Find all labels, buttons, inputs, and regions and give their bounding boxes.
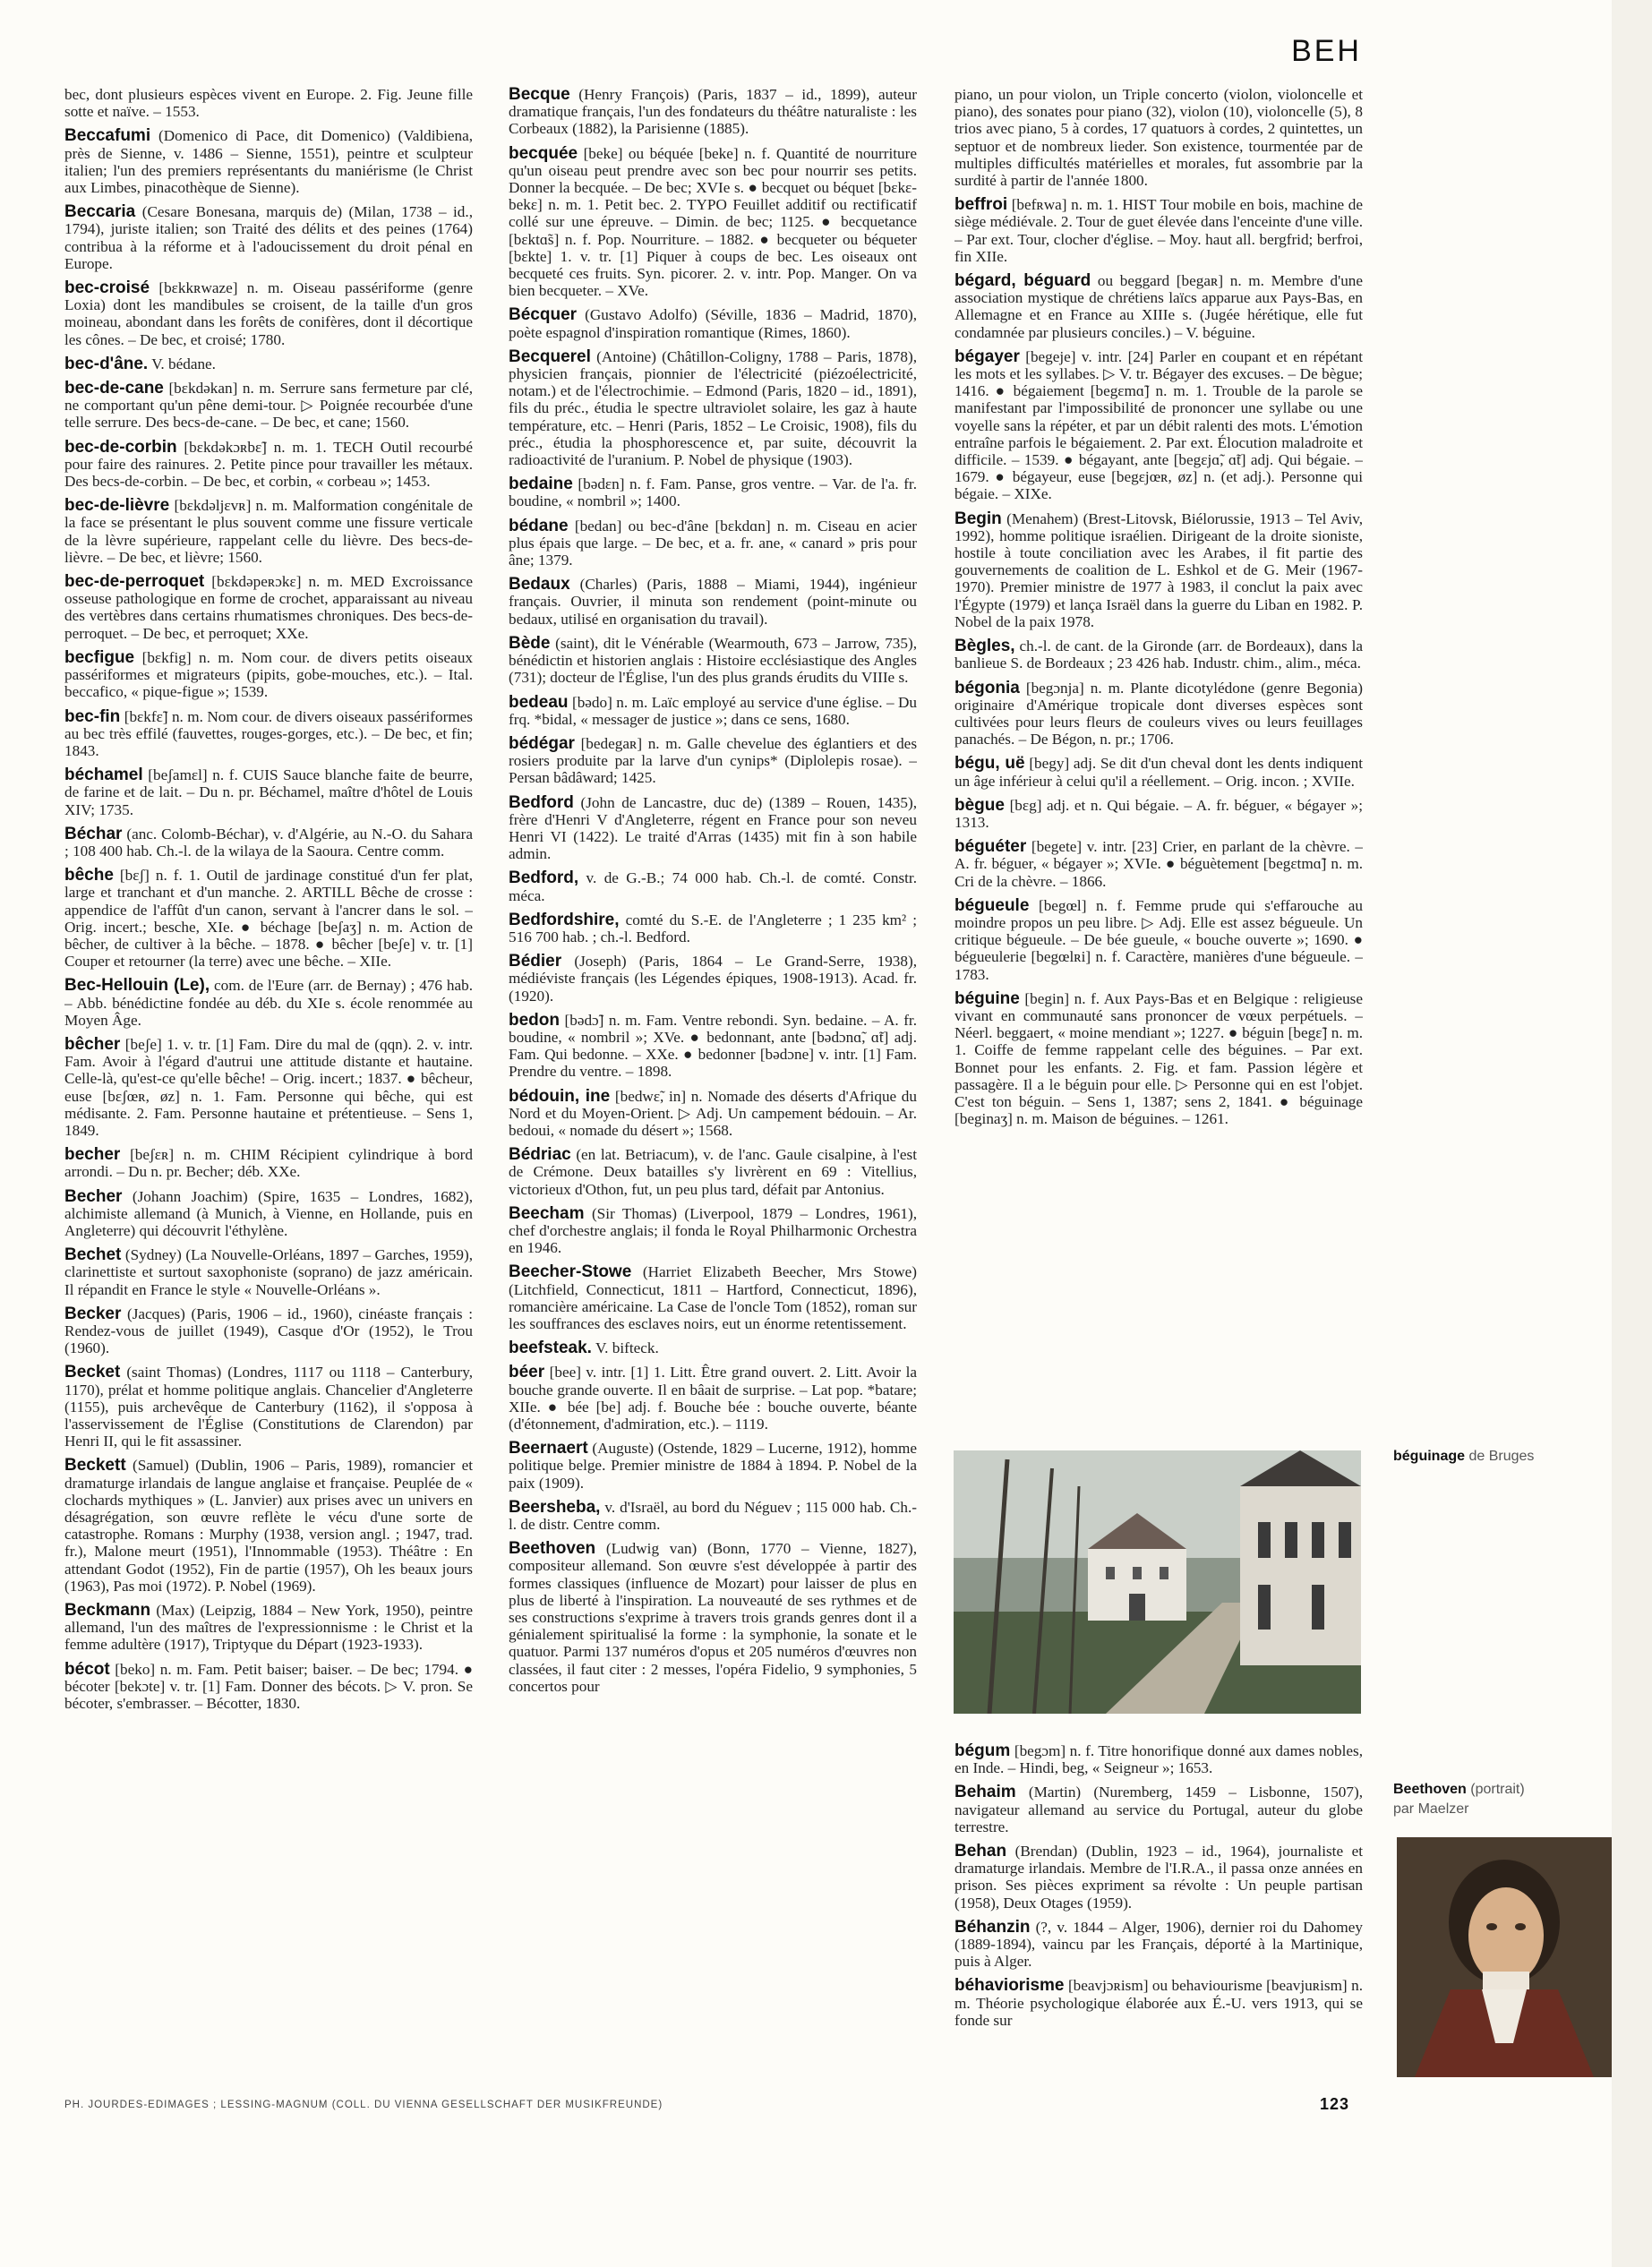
entry-definition: V. bédane. [151, 355, 216, 372]
dictionary-entry [64, 708, 473, 760]
beethoven-caption-title: Beethoven [1393, 1782, 1467, 1797]
entry-definition: ou beggard [begaʀ] n. m. Membre d'une association mystique de chrétiens laïcs apparue aux Pays-Bas, en Allemagne et en France au XIIIe s. (Jugée hérétique, elle fut condamnée par plusieurs conciles.) – V. béguine. [954, 272, 1363, 341]
dictionary-entry [954, 1742, 1363, 1776]
entry-definition: (John de Lancastre, duc de) (1389 – Rouen, 1435), frère d'Henri V d'Angleterre, régent en France pour son neveu Henri VI (1422). Le traité d'Arras (1435) mit fin à son habile admin. [509, 793, 917, 863]
entry-headword: Behan [954, 1842, 1007, 1861]
dictionary-entry [64, 977, 473, 1029]
entry-definition: [beke] ou béquée [beke] n. f. Quantité de nourriture qu'un oiseau peut prendre avec son bec pour nourrir ses petits. Donner la becquée. – De bec; XVIe s. ● becquet ou béquet [bɛkɛ-bekɛ] n. m. 1. Petit bec. 2. TYPO Feuillet additif ou rectificatif collé sur une épreuve. – Dimin. de bec; 1125. ● becquetance [bɛktɑ̃s] n. f. Pop. Nourriture. – 1882. ● becqueter ou béqueter [bɛkte] 1. v. tr. [1] Piquer à coups de bec. Les oiseaux ont becqueté ces fruits. Syn. picorer. 2. v. intr. Pop. Manger. On va bien becqueter. – XVe. [509, 144, 917, 300]
column-3 [954, 86, 1363, 2083]
dictionary-entry [954, 86, 1363, 189]
dictionary-entry [509, 1146, 917, 1198]
entry-definition: [beʃamɛl] n. f. CUIS Sauce blanche faite de beurre, de farine et de lait. – Du n. pr. Béchamel, maître d'hôtel de Louis XIV; 1735. [64, 766, 473, 818]
entry-definition: [begy] adj. Se dit d'un cheval dont les dents indiquent un âge inférieur à celui qu'il a réellement. – Orig. incon. ; XVIIe. [954, 755, 1363, 790]
entry-definition: [beʃɛʀ] n. m. CHIM Récipient cylindrique à bord arrondi. – Du n. pr. Becher; déb. XXe. [64, 1146, 473, 1181]
dictionary-entry [64, 1305, 473, 1357]
entry-definition: [bee] v. intr. [1] 1. Litt. Être grand ouvert. 2. Litt. Avoir la bouche grande ouverte. Il en bâait de surprise. – Lat pop. *batare; XIIe. ● bée [be] adj. f. Bouche bée : bouche ouverte, béante (d'étonnement, d'admiration, etc.). – 1119. [509, 1364, 917, 1433]
entry-definition: v. de G.-B.; 74 000 hab. Ch.-l. de comté. Constr. méca. [509, 869, 917, 904]
entry-headword: bégum [954, 1741, 1011, 1760]
entry-headword: bec-de-cane [64, 379, 164, 398]
entry-headword: Bedaux [509, 575, 570, 595]
entry-headword: bec-fin [64, 706, 121, 726]
entry-definition: [bedan] ou bec-d'âne [bɛkdɑn] n. m. Ciseau en acier plus épais que large. – De bec, et a. fr. ane, « canard » pris pour âne; 1379. [509, 517, 917, 569]
dictionary-entry [509, 86, 917, 138]
entry-headword: bègue [954, 795, 1005, 815]
entry-headword: Beckett [64, 1456, 126, 1476]
entry-definition: (Gustavo Adolfo) (Séville, 1836 – Madrid, 1870), poète espagnol d'inspiration romantique (Rimes, 1860). [509, 306, 917, 341]
entry-headword: bedeau [509, 692, 569, 712]
entry-definition: (Johann Joachim) (Spire, 1635 – Londres, 1682), alchimiste allemand (à Munich, à Vienne, en Hollande, puis en Angleterre) qui découvrit l'éthylène. [64, 1187, 473, 1239]
page-edge [1612, 0, 1652, 2267]
entry-headword: bec-de-lièvre [64, 496, 170, 516]
entry-headword: Becket [64, 1363, 121, 1382]
entry-headword: Bécquer [509, 305, 578, 325]
dictionary-entry [64, 127, 473, 196]
beethoven-illustration [1397, 1837, 1612, 2077]
dictionary-entry [954, 897, 1363, 983]
entry-headword: bégard, béguard [954, 271, 1091, 291]
entry-definition: [begeje] v. intr. [24] Parler en coupant et en répétant les mots et les syllabes. ▷ V. tr. Bégayer des excuses. – De bègue; 1416. ● bégaiement [begɛmɑ̃] n. m. 1. Trouble de la parole se manifestant par l'impossibilité de prononcer une syllabe ou une voyelle sans la répéter, et par un débit ralenti des mots. L'émotion entraîne parfois le bégaiement. 2. Par ext. Élocution maladroite et difficile. – 1539. ● bégayant, ante [begɛjɑ̃, ɑ̃t] adj. Qui bégaie. – 1679. ● bégayeur, euse [begɛjœʀ, øz] n. (et adj.). Personne qui bégaie. – XIXe. [954, 347, 1363, 503]
dictionary-entry [509, 1088, 917, 1140]
entry-definition: [bedwɛ̃, in] n. Nomade des déserts d'Afrique du Nord et du Moyen-Orient. ▷ Adj. Un campement bédouin. – Ar. bedoui, « nomade du désert »; 1568. [509, 1087, 917, 1139]
entry-definition: (Henry François) (Paris, 1837 – id., 1899), auteur dramatique français, l'un des fondateurs du théâtre naturaliste : les Corbeaux (1882), la Parisienne (1885). [509, 86, 917, 138]
entry-headword: bêcher [64, 1034, 121, 1054]
entry-headword: Beernaert [509, 1439, 588, 1459]
entry-headword: bédouin, ine [509, 1086, 611, 1106]
entry-definition: (Ludwig van) (Bonn, 1770 – Vienne, 1827), compositeur allemand. Son œuvre s'est développée à partir des formes classiques (influence de Mozart) pour laisser de plus en plus de liberté à l'inspiration. La nouveauté de ses rythmes et de ses constructions s'exprime à travers trois grands genres dont il a génialement spiritualisé la forme : la symphonie, la sonate et le quatuor. Parmi 137 numéros d'opus et 205 numéros d'œuvres non classées, il faut citer : 2 messes, l'opéra Fidelio, 9 symphonies, 5 concertos pour [509, 1540, 917, 1695]
entry-definition: (Charles) (Paris, 1888 – Miami, 1944), ingénieur français. Ouvrier, il minuta son rendement (point-minute ou bedaux, utilisé en organisation du travail). [509, 576, 917, 628]
beethoven-caption-sub: par Maelzer [1393, 1801, 1469, 1817]
entry-headword: Beccaria [64, 202, 136, 222]
entry-definition: [bɛkdəkan] n. m. Serrure sans fermeture par clé, ne comportant qu'un pêne demi-tour. ▷ Poignée recourbée d'une telle serrure. Des becs-de-cane. – De bec, et cane; 1560. [64, 380, 473, 432]
dictionary-entry [509, 518, 917, 569]
dictionary-entry [64, 649, 473, 701]
dictionary-entry [509, 475, 917, 509]
entry-headword: bec-d'âne. [64, 354, 149, 373]
entry-definition: (Domenico di Pace, dit Domenico) (Valdibiena, près de Sienne, v. 1486 – Sienne, 1551), peintre et sculpteur italien; l'un des premiers représentants du maniérisme (le Christ aux Limbes, pinacothèque de Sienne). [64, 127, 473, 197]
entry-definition: [begɔnja] n. m. Plante dicotylédone (genre Begonia) originaire d'Amérique tropicale dont diverses espèces sont cultivées pour leurs fleurs de couleurs vives ou leurs feuillages panachés. – De Bégon, n. pr.; 1706. [954, 679, 1363, 749]
entry-headword: Becque [509, 86, 570, 104]
entry-headword: Bédriac [509, 1145, 571, 1165]
dictionary-entry [64, 1036, 473, 1139]
entry-headword: Bègles, [954, 637, 1015, 656]
dictionary-entry [509, 635, 917, 687]
dictionary-entry [509, 1540, 917, 1695]
dictionary-entry [64, 1457, 473, 1595]
dictionary-entry [64, 279, 473, 348]
entry-definition: [befʀwa] n. m. 1. HIST Tour mobile en bois, machine de siège médiévale. 2. Tour de guet élevée dans l'enceinte d'une ville. – Par ext. Tour, clocher d'église. – Moy. haut all. bergfrid; berfroi, fin XIIe. [954, 196, 1363, 265]
dictionary-entry [64, 439, 473, 491]
entry-definition: [begete] v. intr. [23] Crier, en parlant de la chèvre. – A. fr. béguer, « bégayer »; XVIe. ● béguètement [begɛtmɑ̃] n. m. Cri de la chèvre. – 1866. [954, 838, 1363, 890]
dictionary-entry [954, 272, 1363, 341]
dictionary-entry [509, 145, 917, 300]
dictionary-entry [509, 1339, 917, 1356]
entry-definition: comté du S.-E. de l'Angleterre ; 1 235 km² ; 516 700 hab. ; ch.-l. Bedford. [509, 911, 917, 945]
dictionary-entry [509, 576, 917, 628]
entry-headword: bédégar [509, 733, 575, 753]
dictionary-entry [954, 838, 1363, 890]
entry-definition: [beko] n. m. Fam. Petit baiser; baiser. – De bec; 1794. ● bécoter [bekɔte] v. tr. [1] Fam. Donner des bécots. ▷ V. pron. Se bécoter, s'embrasser. – Bécotter, 1830. [64, 1660, 473, 1713]
dictionary-entry [64, 826, 473, 860]
entry-definition: [bɛkdəpeʀɔkɛ] n. m. MED Excroissance osseuse pathologique en forme de crochet, apparaissant au niveau des vertèbres dans certains rhumatismes chroniques. Des becs-de-perroquet. – De bec, et perroquet; XXe. [64, 573, 473, 642]
beguinage-illustration [954, 1450, 1361, 1714]
entry-definition: (Samuel) (Dublin, 1906 – Paris, 1989), romancier et dramaturge irlandais de langue anglaise et française. Peuplée de « clochards mythiques » (L. Janvier) aux prises avec un univers en désagrégation, son œuvre reflète le vécu d'une sorte de catastrophe. Romans : Murphy (1938, version angl. ; 1947, trad. fr.), Malone meurt (1951), l'Innommable (1953). Théâtre : En attendant Godot (1952), Fin de partie (1957), Oh les beaux jours (1963), Pas moi (1972). P. Nobel (1969). [64, 1457, 473, 1595]
entry-headword: bédane [509, 516, 569, 535]
entry-headword: Bec-Hellouin (Le), [64, 976, 210, 996]
entry-definition: [bɛkfɛ̃] n. m. Nom cour. de divers oiseaux passériformes au bec très effilé (fauvettes, rouges-gorges, etc.). – De bec, et fin; 1843. [64, 707, 473, 759]
dictionary-entry [64, 766, 473, 818]
dictionary-entry [954, 680, 1363, 749]
beethoven-portrait [1397, 1837, 1612, 2077]
entry-headword: becquée [509, 143, 578, 163]
dictionary-entry [954, 755, 1363, 789]
dictionary-entry [509, 1205, 917, 1257]
entry-definition: ch.-l. de cant. de la Gironde (arr. de Bordeaux), dans la banlieue S. de Bordeaux ; 23 426 hab. Industr. chim., alim., méca. [954, 637, 1363, 672]
dictionary-entry [64, 1188, 473, 1240]
entry-headword: bégu, uë [954, 754, 1025, 774]
entry-headword: Bède [509, 633, 551, 653]
entry-definition: (Sydney) (La Nouvelle-Orléans, 1897 – Garches, 1959), clarinettiste et surtout saxophoniste (soprano) de jazz américain. Il répandit en France le style « Nouvelle-Orléans ». [64, 1246, 473, 1298]
dictionary-entry [509, 1012, 917, 1081]
entry-headword: beffroi [954, 195, 1008, 215]
entry-headword: bedon [509, 1010, 560, 1030]
entry-definition: (Jacques) (Paris, 1906 – id., 1960), cinéaste français : Rendez-vous de juillet (1949), Casque d'Or (1952), le Trou (1960). [64, 1305, 473, 1357]
dictionary-entry [954, 1843, 1363, 1912]
entry-definition: (saint Thomas) (Londres, 1117 ou 1118 – Canterbury, 1170), prélat et homme politique anglais. Chancelier d'Angleterre (1155), puis archevêque de Canterbury (1162), il s'opposa à l'asservissement de l'Église (Constitutions de Clarendon) par Henri II, qui le fit assassiner. [64, 1364, 473, 1450]
entry-definition: com. de l'Eure (arr. de Bernay) ; 476 hab. – Abb. bénédictine fondée au déb. du XIe s. école renommée au Moyen Âge. [64, 977, 473, 1029]
column-3-lower [954, 1742, 1363, 2036]
entry-definition: (anc. Colomb-Béchar), v. d'Algérie, au N.-O. du Sahara ; 108 400 hab. Ch.-l. de la wilaya de la Saoura. Centre comm. [64, 825, 473, 860]
dictionary-entry [64, 573, 473, 642]
dictionary-entry [64, 1602, 473, 1654]
entry-headword: Beecher-Stowe [509, 1262, 632, 1282]
dictionary-entry [509, 1364, 917, 1433]
photo-credits: PH. JOURDES-EDIMAGES ; LESSING-MAGNUM (COLL. DU VIENNA GESELLSCHAFT DER MUSIKFREUNDE) [64, 2100, 663, 2110]
entry-headword: béguéter [954, 837, 1027, 857]
entry-definition: (en lat. Betriacum), v. de l'anc. Gaule cisalpine, à l'est de Crémone. Deux batailles s'y livrèrent en 69 : Vitellius, victorieux d'Othon, fut, un peu plus tard, défait par Antonius. [509, 1146, 917, 1198]
entry-definition: bec, dont plusieurs espèces vivent en Europe. 2. Fig. Jeune fille sotte et naïve. – 1553. [64, 86, 473, 121]
entry-definition: [bɛkdəljɛvʀ] n. m. Malformation congénitale de la face se présentant le plus souvent comme une fissure verticale de la lèvre supérieure, rappelant celle du lièvre. Des becs-de-lièvre. – De bec, et lièvre; 1560. [64, 497, 473, 566]
entry-definition: (Harriet Elizabeth Beecher, Mrs Stowe) (Litchfield, Connecticut, 1811 – Hartford, Connecticut, 1896), romancière américaine. La Case de l'oncle Tom (1852), roman sur les souffrances des esclaves noirs, eut un énorme retentissement. [509, 1263, 917, 1332]
entry-headword: beefsteak. [509, 1339, 592, 1358]
dictionary-entry [64, 1246, 473, 1298]
dictionary-entry [954, 990, 1363, 1128]
entry-headword: Beethoven [509, 1539, 596, 1559]
entry-headword: Béchar [64, 824, 123, 843]
dictionary-entry [64, 1364, 473, 1450]
dictionary-entry [64, 1661, 473, 1713]
entry-definition: [begin] n. f. Aux Pays-Bas et en Belgique : religieuse vivant en communauté sans prononcer de vœux perpétuels. – Néerl. beggaert, « moine mendiant »; 1227. ● béguin [begɛ̃] n. m. 1. Coiffe de femme rappelant celle des béguines. – Par ext. Bonnet pour les enfants. 2. Fig. et fam. Passion légère et passagère. Il a le béguin pour elle. ▷ Personne qui en est l'objet. C'est ton béguin. – Sens 1, 1387; sens 2, 1841. ● béguinage [beginaʒ] n. m. Maison de béguines. – 1261. [954, 989, 1363, 1128]
dictionary-entry [509, 1263, 917, 1332]
entry-definition: [bɛkfig] n. m. Nom cour. de divers petits oiseaux passériformes et migrateurs (pipits, gobe-mouches, etc.). – Ital. beccafico, « pique-figue »; 1539. [64, 648, 473, 701]
dictionary-entry [954, 637, 1363, 672]
entry-headword: bêche [64, 866, 114, 885]
entry-headword: Bédier [509, 952, 562, 971]
beguinage-photo [954, 1450, 1361, 1714]
entry-headword: Bedfordshire, [509, 910, 620, 929]
dictionary-entry [64, 867, 473, 970]
entry-headword: becfigue [64, 647, 135, 667]
entry-headword: béer [509, 1363, 545, 1382]
dictionary-entry [509, 953, 917, 1005]
dictionary-entry [954, 348, 1363, 503]
beethoven-caption-note: (portrait) [1470, 1782, 1525, 1797]
dictionary-entry [509, 348, 917, 468]
entry-definition: (Sir Thomas) (Liverpool, 1879 – Londres, 1961), chef d'orchestre anglais; il fonda le Royal Philharmonic Orchestra en 1946. [509, 1204, 917, 1257]
dictionary-entry [64, 497, 473, 566]
entry-definition: (Joseph) (Paris, 1864 – Le Grand-Serre, 1938), médiéviste français (les Légendes épiques, 1908-1913). Acad. fr. (1920). [509, 953, 917, 1005]
dictionary-entry [509, 306, 917, 340]
dictionary-entry [954, 1919, 1363, 1971]
entry-headword: becher [64, 1145, 121, 1165]
dictionary-entry [954, 1784, 1363, 1835]
entry-headword: bec-de-corbin [64, 437, 177, 457]
dictionary-entry [509, 735, 917, 787]
entry-headword: béchamel [64, 766, 143, 785]
entry-definition: [bədo] n. m. Laïc employé au service d'une église. – Du frq. *bidal, « messager de justice »; dans ce sens, 1680. [509, 693, 917, 728]
dictionary-entry [64, 380, 473, 432]
dictionary-entry [509, 694, 917, 728]
dictionary-entry [509, 911, 917, 945]
entry-headword: Beckmann [64, 1601, 151, 1621]
beguinage-caption-title: béguinage [1393, 1449, 1466, 1464]
dictionary-entry [509, 1499, 917, 1533]
entry-definition: (?, v. 1844 – Alger, 1906), dernier roi du Dahomey (1889-1894), vaincu par les Français, déporté à la Martinique, puis à Alger. [954, 1918, 1363, 1971]
entry-headword: bégonia [954, 678, 1020, 697]
entry-headword: Beccafumi [64, 126, 151, 146]
entry-headword: Beersheba, [509, 1497, 601, 1517]
dictionary-entry [954, 196, 1363, 265]
dictionary-entry [954, 510, 1363, 630]
beguinage-caption [1393, 1449, 1534, 1465]
entry-headword: Bechet [64, 1245, 122, 1265]
entry-definition: [beʃe] 1. v. tr. [1] Fam. Dire du mal de (qqn). 2. v. intr. Fam. Avoir à l'égard d'autrui une attitude distante et hautaine. Celle-là, qu'est-ce qu'elle bêche! – Orig. incert.; 1837. ● bêcheur, euse [bɛʃœʀ, øz] n. 1. Fam. Personne qui bêche, qui est médisante. 2. Fam. Personne hautaine et prétentieuse. – Sens 1, 1849. [64, 1035, 473, 1139]
entry-definition: [bədɔ̃] n. m. Fam. Ventre rebondi. Syn. bedaine. – A. fr. boudine, « nombril »; XVe. ● bedonnant, ante [bədɔnɑ̃, ɑ̃t] adj. Fam. Qui bedonne. – XXe. ● bedonner [bədɔne] v. intr. [1] Fam. Prendre du ventre. – 1898. [509, 1011, 917, 1081]
entry-headword: béguine [954, 988, 1020, 1008]
dictionary-entry [64, 203, 473, 272]
entry-definition: [bɛʃ] n. f. 1. Outil de jardinage constitué d'un fer plat, large et tranchant et d'un manche. 2. ARTILL Bêche de crosse : appendice de l'affût d'un canon, servant à l'ancrer dans le sol. – Orig. incert.; besche, XIe. ● béchage [beʃaʒ] n. m. Action de bêcher, de cultiver à la bêche. – 1878. ● bêcher [beʃe] v. tr. [1] Couper et retourner (la terre) avec une bêche. – XIIe. [64, 867, 473, 971]
entry-definition: [bɛkdəkɔʀbɛ̃] n. m. 1. TECH Outil recourbé pour faire des rainures. 2. Petite pince pour travailler les métaux. Des becs-de-corbin. – De bec, et corbin, « corbeau »; 1453. [64, 438, 473, 491]
entry-definition: v. d'Israël, au bord du Néguev ; 115 000 hab. Ch.-l. de distr. Centre comm. [509, 1498, 917, 1534]
entry-headword: Bedford, [509, 868, 579, 888]
entry-headword: Begin [954, 509, 1002, 528]
entry-headword: bécot [64, 1659, 110, 1679]
entry-definition: [bedegaʀ] n. m. Galle chevelue des églantiers et des rosiers produite par la larve d'un cynips* (Diplolepis rosae). – Persan bâdâward; 1425. [509, 734, 917, 787]
dictionary-entry [64, 1146, 473, 1180]
column-1 [64, 86, 473, 2083]
entry-definition: (Auguste) (Ostende, 1829 – Lucerne, 1912), homme politique belge. Premier ministre de 1884 à 1894. P. Nobel de la paix (1909). [509, 1440, 917, 1492]
dictionary-entry [509, 869, 917, 903]
entry-headword: Becquerel [509, 346, 591, 366]
entry-definition: (Martin) (Nuremberg, 1459 – Lisbonne, 1507), navigateur allemand au service du Portugal, auteur du globe terrestre. [954, 1784, 1363, 1835]
entry-definition: (Menahem) (Brest-Litovsk, Biélorussie, 1913 – Tel Aviv, 1992), homme politique israélien. Dirigeant de la droite sioniste, hostile à toute conciliation avec les Arabes, il fit partie des gouvernements de coalition de L. Eshkol et de G. Meir (1967-1970). Premier ministre de 1977 à 1983, il conclut la paix avec l'Égypte (1979) et lança Israël dans la guerre du Liban en 1982. P. Nobel de la paix 1978. [954, 509, 1363, 630]
dictionary-entry [64, 355, 473, 372]
entry-headword: béhaviorisme [954, 1976, 1065, 1996]
column-2 [509, 86, 917, 2083]
beethoven-caption [1393, 1780, 1525, 1819]
entry-headword: bedaine [509, 475, 573, 494]
entry-headword: bec-de-perroquet [64, 572, 205, 592]
entry-definition: [bɛg] adj. et n. Qui bégaie. – A. fr. béguer, « bégayer »; 1313. [954, 796, 1363, 831]
entry-headword: bégayer [954, 346, 1020, 366]
entry-definition: [bɛkkʀwaze] n. m. Oiseau passériforme (genre Loxia) dont les mandibules se croisent, de la taille d'un gros moineau, abondant dans les forêts de conifères, dont il décortique les cônes. – De bec, et croisé; 1780. [64, 279, 473, 348]
entry-definition: piano, un pour violon, un Triple concerto (violon, violoncelle et piano), des sonates pour piano (32), violon (10), violoncelle (5), 8 trios avec piano, 5 à cordes, 17 quatuors à cordes, 2 quintettes, un septuor et de nombreux lieder. Son existence, tourmentée par de multiples difficultés matérielles et morales, fut assombrie par la surdité à partir de l'année 1800. [954, 86, 1363, 190]
entry-headword: Beecham [509, 1203, 585, 1223]
dictionary-entry [954, 1977, 1363, 2029]
entry-definition: [begœl] n. f. Femme prude qui s'effarouche au moindre propos un peu libre. ▷ Adj. Elle est assez bégueule. Un critique bégueule. – De bée gueule, « bouche ouverte »; 1690. ● bégueulerie [begœlʀi] n. f. Caractère, manières d'une bégueule. – 1783. [954, 896, 1363, 983]
entry-headword: Becker [64, 1304, 122, 1323]
dictionary-entry [509, 1440, 917, 1492]
entry-definition: V. bifteck. [595, 1339, 659, 1357]
entry-definition: (Brendan) (Dublin, 1923 – id., 1964), journaliste et dramaturge irlandais. Membre de l'I.R.A., il passa onze années en prison. Ses pièces expriment sa révolte : Un peuple partisan (1958), Deux Otages (1959). [954, 1843, 1363, 1912]
beguinage-caption-sub: de Bruges [1468, 1449, 1535, 1464]
entry-definition: (Antoine) (Châtillon-Coligny, 1788 – Paris, 1878), physicien français, pionnier de l'électricité (piézoélectricité, notam.) et de l'électrochimie. – Edmond (Paris, 1820 – id., 1891), fils du préc., étudia le spectre ultraviolet solaire, les gaz à haute température, etc. – Henri (Paris, 1852 – Le Croisic, 1908), fils du préc., étudia la phosphorescence et, par suite, découvrit la radioactivité de l'uranium. P. Nobel de physique (1903). [509, 347, 917, 469]
entry-headword: bégueule [954, 895, 1030, 915]
entry-headword: Becher [64, 1186, 123, 1206]
dictionary-entry [509, 794, 917, 863]
dictionary-entry [64, 86, 473, 120]
entry-headword: Bedford [509, 792, 574, 812]
entry-definition: [beavjɔʀism] ou behaviourisme [beavjuʀism] n. m. Théorie psychologique élaborée aux É.-U. vers 1913, qui se fonde sur [954, 1977, 1363, 2029]
column-3-upper [954, 86, 1363, 1127]
entry-definition: (Cesare Bonesana, marquis de) (Milan, 1738 – id., 1794), juriste italien; son Traité des délits et des peines (1764) contribua à la réforme et à l'adoucissement du droit pénal en Europe. [64, 203, 473, 272]
entry-headword: bec-croisé [64, 278, 150, 298]
entry-definition: [begɔm] n. f. Titre honorifique donné aux dames nobles, en Inde. – Hindi, beg, « Seigneur »; 1653. [954, 1742, 1363, 1777]
dictionary-entry [954, 797, 1363, 831]
entry-definition: [bədɛn] n. f. Fam. Panse, gros ventre. – Var. de l'a. fr. boudine, « nombril »; 1400. [509, 475, 917, 510]
entry-headword: Béhanzin [954, 1917, 1031, 1937]
running-head: BEH [1291, 34, 1362, 68]
entry-definition: (Max) (Leipzig, 1884 – New York, 1950), peintre allemand, l'un des maîtres de l'expressionnisme : le Christ et la femme adultère (1917), Triptyque du Départ (1923-1933). [64, 1602, 473, 1654]
page-number: 123 [1320, 2095, 1350, 2113]
entry-definition: (saint), dit le Vénérable (Wearmouth, 673 – Jarrow, 735), bénédictin et historien anglais : Histoire ecclésiastique des Angles (731); docteur de l'Église, l'un des plus grands érudits du VIIIe s. [509, 634, 917, 687]
entry-headword: Behaim [954, 1783, 1016, 1802]
